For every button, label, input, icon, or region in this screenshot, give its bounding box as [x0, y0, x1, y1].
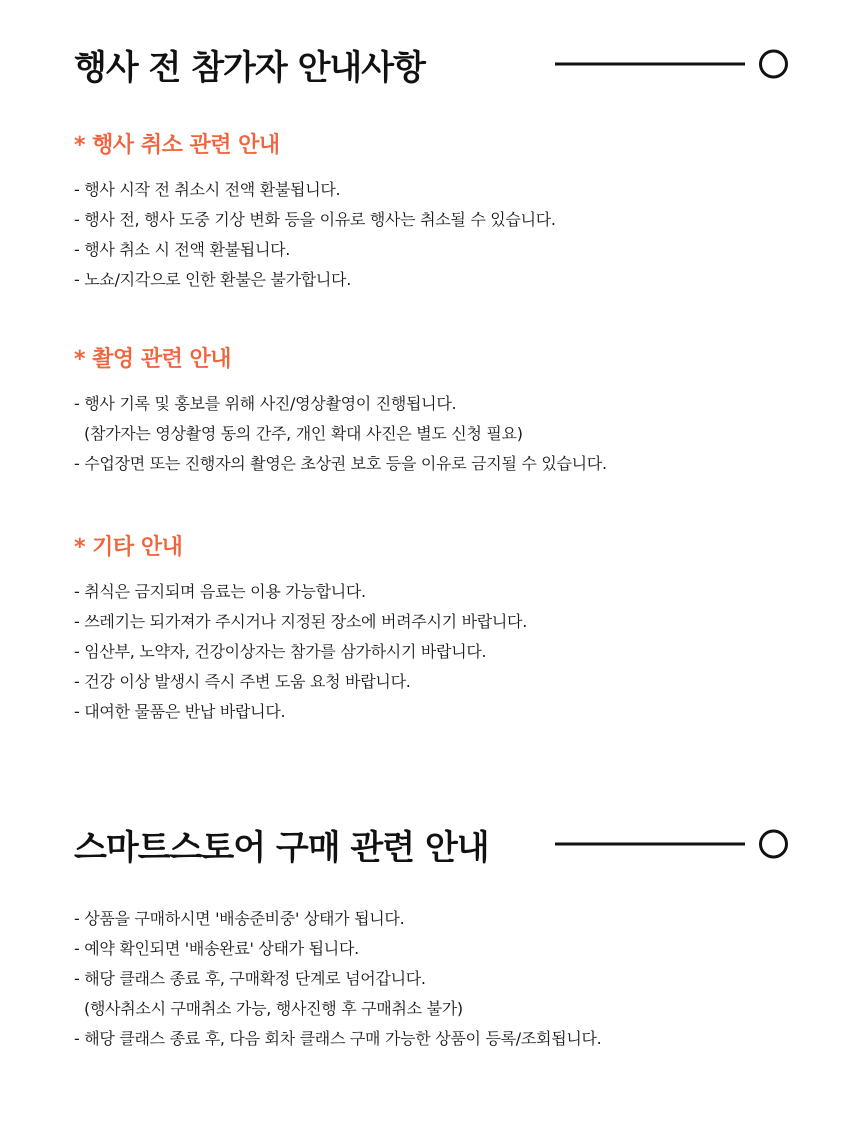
- store-list: [74, 904, 814, 1054]
- event-notice-header: [74, 40, 788, 88]
- list-item: - 대여한 물품은 반납 바랍니다.: [74, 702, 286, 721]
- list-item: - 임산부, 노약자, 건강이상자는 참가를 삼가하시기 바랍니다.: [74, 642, 487, 661]
- list-item: - 쓰레기는 되가져가 주시거나 지정된 장소에 버려주시기 바랍니다.: [74, 612, 527, 631]
- photography-section: [74, 345, 814, 479]
- list-item-note: (행사취소시 구매취소 가능, 행사진행 후 구매취소 불가): [84, 999, 463, 1018]
- header-decoration: [555, 830, 788, 859]
- store-section: [74, 904, 814, 1054]
- circle-icon: [759, 50, 788, 79]
- list-item: - 예약 확인되면 '배송완료' 상태가 됩니다.: [74, 939, 359, 958]
- divider-line: [555, 63, 745, 66]
- photography-heading: * 촬영 관련 안내: [74, 347, 231, 372]
- etc-list: [74, 577, 814, 727]
- etc-heading: * 기타 안내: [74, 535, 183, 560]
- list-item: - 행사 기록 및 홍보를 위해 사진/영상촬영이 진행됩니다.: [74, 394, 457, 413]
- list-item: - 상품을 구매하시면 '배송준비중' 상태가 됩니다.: [74, 909, 405, 928]
- list-item: - 건강 이상 발생시 즉시 주변 도움 요청 바랍니다.: [74, 672, 411, 691]
- circle-icon: [759, 830, 788, 859]
- etc-section: [74, 533, 814, 727]
- cancellation-list: [74, 175, 814, 295]
- store-notice-header: [74, 820, 788, 868]
- list-item: - 행사 시작 전 취소시 전액 환불됩니다.: [74, 180, 341, 199]
- photography-list: [74, 389, 814, 479]
- divider-line: [555, 843, 745, 846]
- list-item: - 해당 클래스 종료 후, 구매확정 단계로 넘어갑니다.: [74, 969, 426, 988]
- list-item-note: (참가자는 영상촬영 동의 간주, 개인 확대 사진은 별도 신청 필요): [84, 424, 523, 443]
- header-decoration: [555, 50, 788, 79]
- cancellation-heading: * 행사 취소 관련 안내: [74, 133, 280, 158]
- list-item: - 취식은 금지되며 음료는 이용 가능합니다.: [74, 582, 366, 601]
- cancellation-section: [74, 131, 814, 295]
- list-item: - 해당 클래스 종료 후, 다음 회차 클래스 구매 가능한 상품이 등록/조회됩니다.: [74, 1029, 602, 1048]
- store-notice-title: 스마트스토어 구매 관련 안내: [74, 827, 489, 868]
- list-item: - 수업장면 또는 진행자의 촬영은 초상권 보호 등을 이유로 금지될 수 있습니다.: [74, 454, 607, 473]
- list-item: - 노쇼/지각으로 인한 환불은 불가합니다.: [74, 270, 351, 289]
- list-item: - 행사 취소 시 전액 환불됩니다.: [74, 240, 291, 259]
- list-item: - 행사 전, 행사 도중 기상 변화 등을 이유로 행사는 취소될 수 있습니다.: [74, 210, 556, 229]
- event-notice-title: 행사 전 참가자 안내사항: [74, 47, 425, 88]
